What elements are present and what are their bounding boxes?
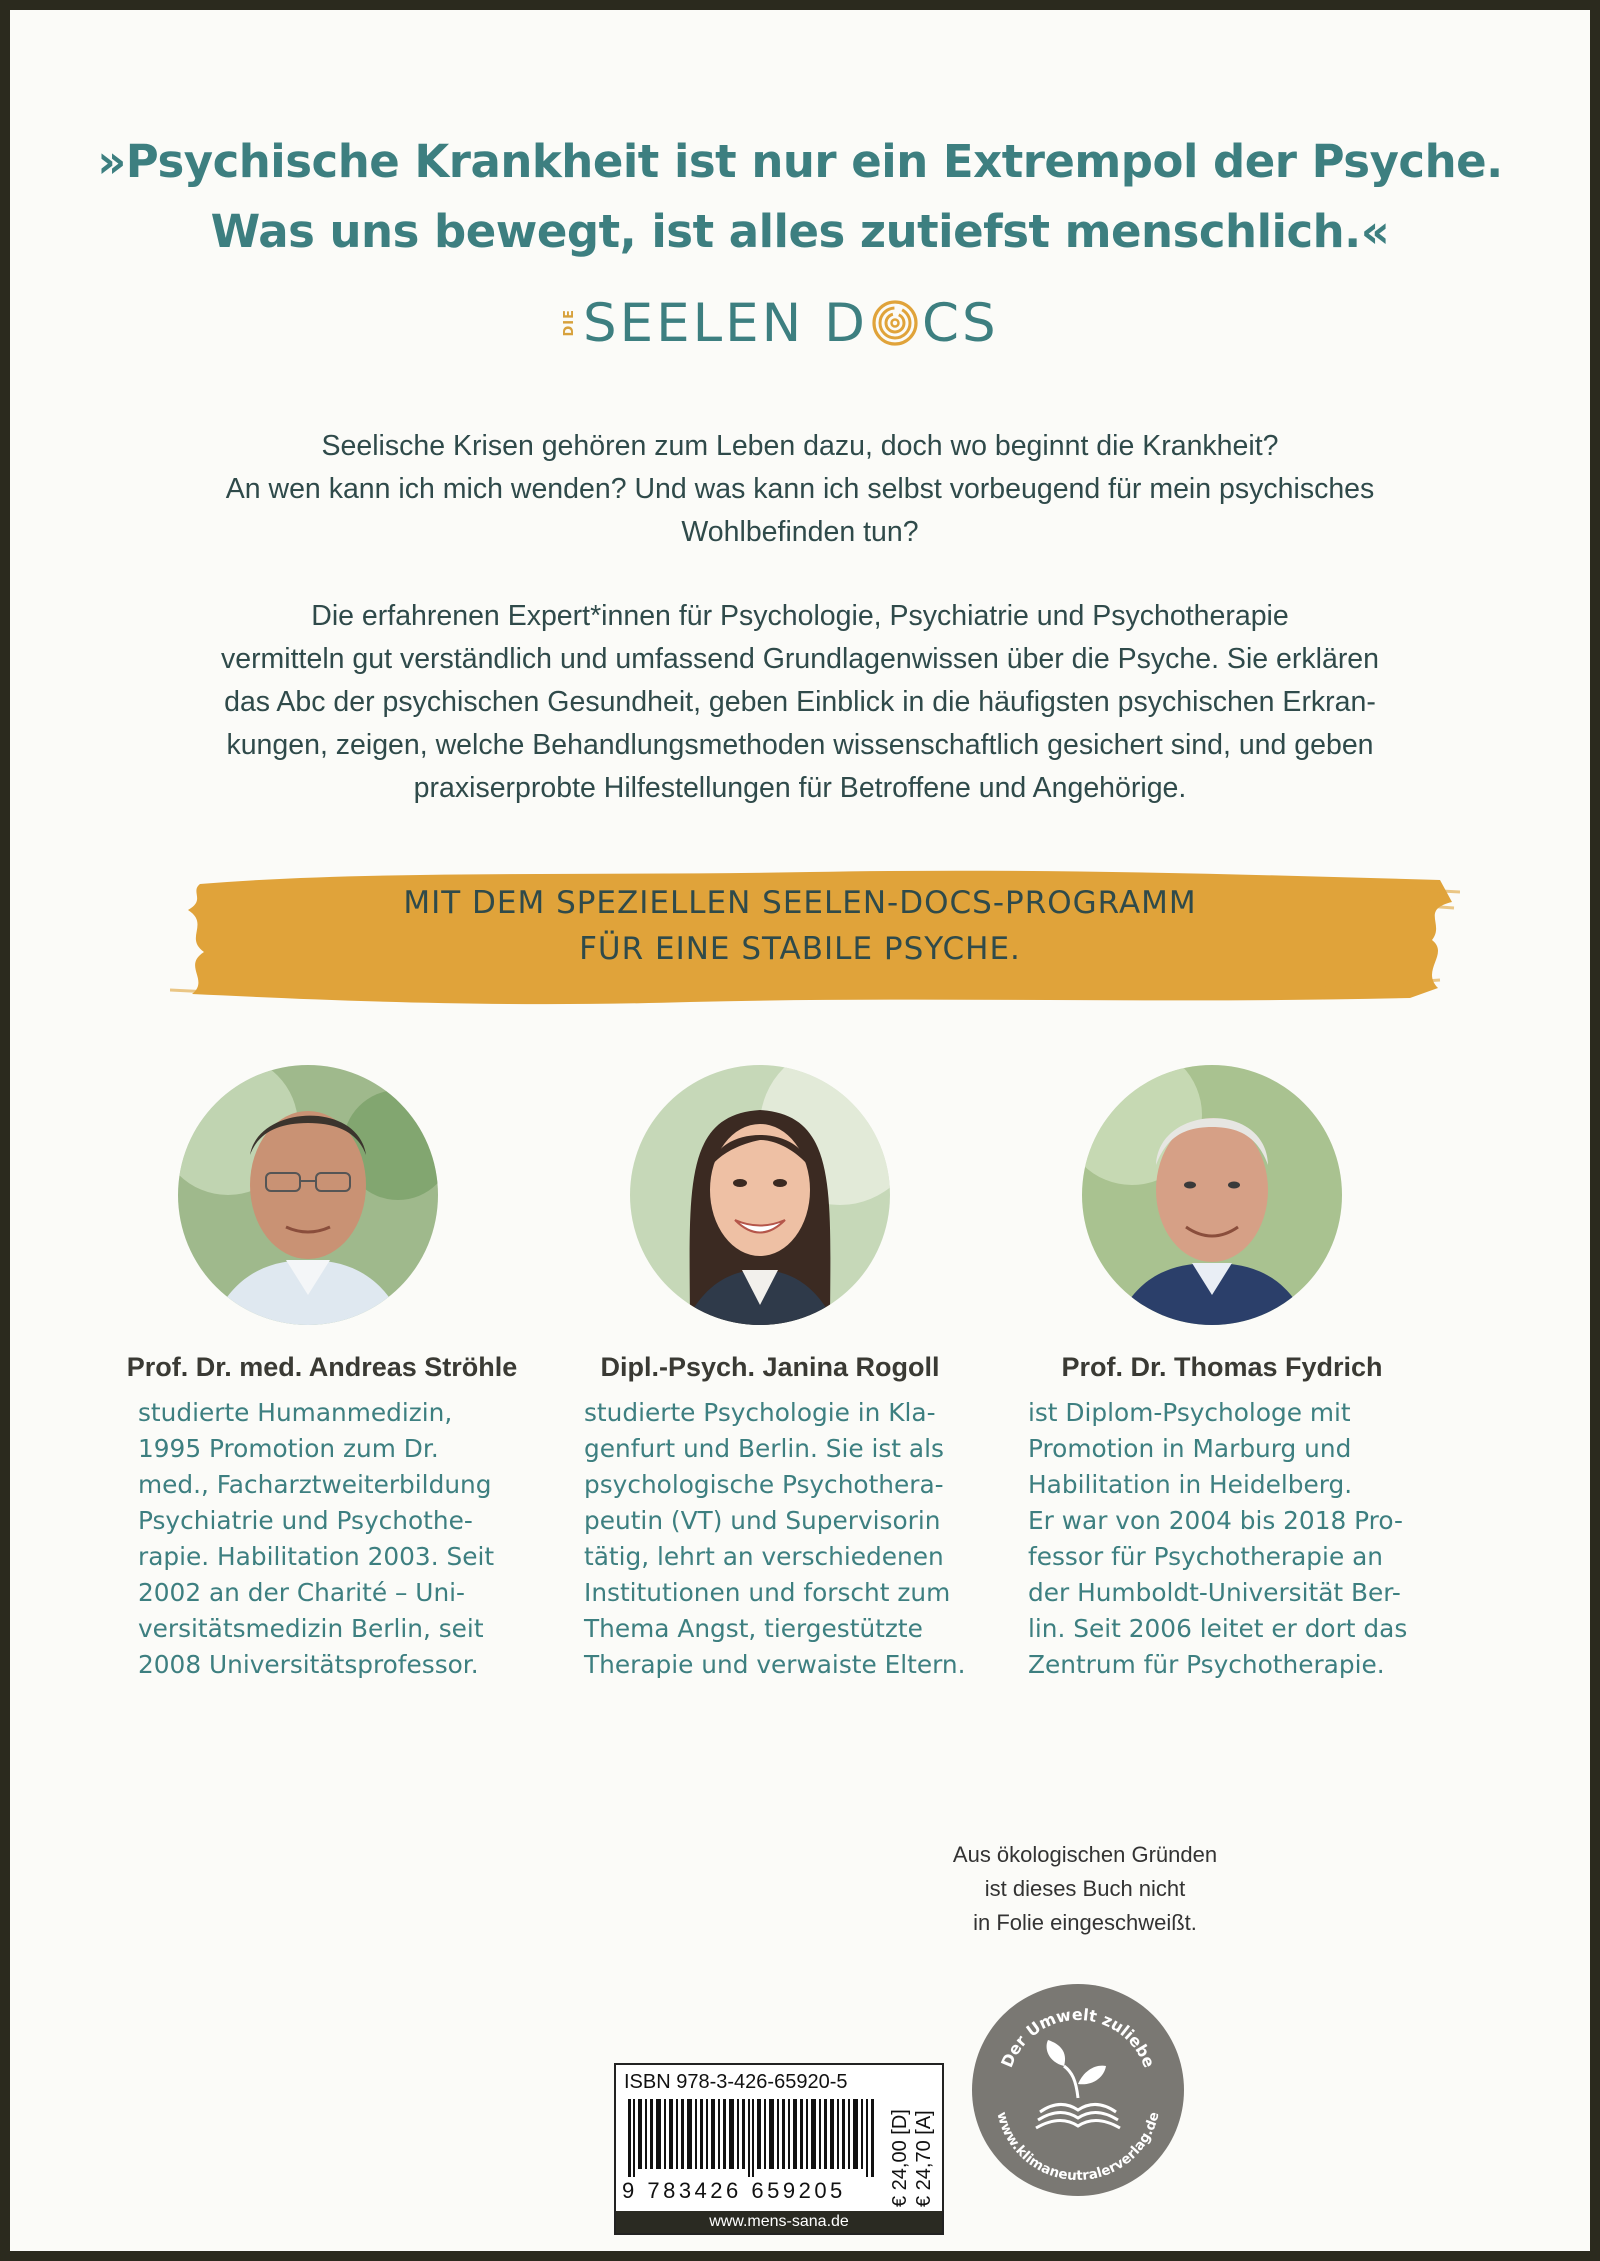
isbn-label: ISBN 978-3-426-65920-5 [624, 2071, 848, 2093]
seelen-docs-logo [562, 288, 999, 358]
intro-line: An wen kann ich mich wenden? Und was kann ich selbst vorbeugend für mein psychisches [225, 473, 1375, 505]
author-portrait-stroehle [168, 1055, 448, 1335]
author-name-stroehle: Prof. Dr. med. Andreas Ströhle [126, 1352, 518, 1382]
eco-note-line: in Folie eingeschweißt. [973, 1910, 1197, 1935]
author-bio-stroehle [138, 1395, 520, 1683]
barcode-icon [628, 2099, 878, 2177]
description-line: das Abc der psychischen Gesundheit, geben Einblick in die häufigsten psychischen Erkran- [224, 686, 1376, 718]
logo-text-part1: SEELEN D [583, 292, 868, 354]
bio-line: fessor für Psychotherapie an [1028, 1542, 1383, 1571]
author-portrait-rogoll [620, 1055, 900, 1335]
author-portrait-fydrich [1072, 1055, 1352, 1335]
isbn-barcode-box [614, 2063, 944, 2235]
logo-die-text: DIE [562, 309, 577, 337]
bio-line: genfurt und Berlin. Sie ist als [584, 1434, 944, 1463]
bio-line: Promotion in Marburg und [1028, 1434, 1352, 1463]
bio-line: psychologische Psychothera- [584, 1470, 944, 1499]
banner-line-1: MIT DEM SPEZIELLEN SEELEN-DOCS-PROGRAMM [403, 885, 1197, 921]
bio-line: Institutionen und forscht zum [584, 1578, 951, 1607]
environment-seal [968, 1980, 1188, 2200]
bio-line: 1995 Promotion zum Dr. [138, 1434, 439, 1463]
bio-line: rapie. Habilitation 2003. Seit [138, 1542, 495, 1571]
bio-line: Therapie und verwaiste Eltern. [584, 1650, 966, 1679]
bio-line: studierte Humanmedizin, [138, 1398, 453, 1427]
description-paragraph [190, 595, 1410, 810]
bio-line: studierte Psychologie in Kla- [584, 1398, 936, 1427]
bio-line: lin. Seit 2006 leitet er dort das [1028, 1614, 1408, 1643]
eco-note [920, 1838, 1250, 1940]
bio-line: Er war von 2004 bis 2018 Pro- [1028, 1506, 1403, 1535]
description-line: kungen, zeigen, welche Behandlungsmethoden wissenschaftlich gesichert sind, und geben [226, 729, 1374, 761]
bio-line: peutin (VT) und Supervisorin [584, 1506, 941, 1535]
bio-line: Habilitation in Heidelberg. [1028, 1470, 1353, 1499]
seal-bottom-text: www.klimaneutralerverlag.de [993, 2110, 1163, 2185]
intro-line: Seelische Krisen gehören zum Leben dazu, doch wo beginnt die Krankheit? [321, 430, 1279, 462]
eco-note-line: Aus ökologischen Gründen [952, 1842, 1218, 1867]
fingerprint-o-icon [871, 299, 919, 347]
bio-line: 2008 Universitätsprofessor. [138, 1650, 479, 1679]
price-at: € 24,70 [A] [913, 2110, 935, 2207]
isbn-number: 9 783426 659205 [622, 2178, 846, 2203]
bio-line: der Humboldt-Universität Ber- [1028, 1578, 1401, 1607]
bio-line: Zentrum für Psychotherapie. [1028, 1650, 1385, 1679]
intro-paragraph [190, 425, 1410, 554]
description-line: vermitteln gut verständlich und umfassend Grundlagenwissen über die Psyche. Sie erklären [220, 643, 1380, 675]
author-name-rogoll: Dipl.-Psych. Janina Rogoll [600, 1352, 940, 1382]
author-bio-fydrich [1028, 1395, 1418, 1683]
book-back-cover [10, 10, 1590, 2251]
description-line: Die erfahrenen Expert*innen für Psychologie, Psychiatrie und Psychotherapie [311, 600, 1289, 632]
intro-line: Wohlbefinden tun? [681, 516, 919, 548]
author-bio-rogoll [584, 1395, 966, 1683]
publisher-url: www.mens-sana.de [616, 2211, 942, 2233]
banner-line-2: FÜR EINE STABILE PSYCHE. [579, 931, 1021, 967]
eco-note-line: ist dieses Buch nicht [984, 1876, 1186, 1901]
bio-line: ist Diplom-Psychologe mit [1028, 1398, 1351, 1427]
bio-line: versitätsmedizin Berlin, seit [138, 1614, 484, 1643]
logo-text-part2: CS [921, 292, 999, 354]
price-labels [884, 2101, 944, 2211]
author-name-fydrich: Prof. Dr. Thomas Fydrich [1061, 1352, 1383, 1382]
bio-line: Thema Angst, tiergestützte [584, 1614, 923, 1643]
description-line: praxiserprobte Hilfestellungen für Betroffene und Angehörige. [413, 772, 1187, 804]
price-de: € 24,00 [D] [889, 2109, 911, 2207]
quote-line-2: Was uns bewegt, ist alles zutiefst menschlich.« [210, 205, 1390, 258]
bio-line: Psychiatrie und Psychothe- [138, 1506, 473, 1535]
quote-line-1: »Psychische Krankheit ist nur ein Extrempol der Psyche. [97, 135, 1503, 188]
bio-line: 2002 an der Charité – Uni- [138, 1578, 466, 1607]
bio-line: med., Facharztweiterbildung [138, 1470, 492, 1499]
seal-top-text: Der Umwelt zuliebe [997, 2004, 1159, 2071]
bio-line: tätig, lehrt an verschiedenen [584, 1542, 944, 1571]
